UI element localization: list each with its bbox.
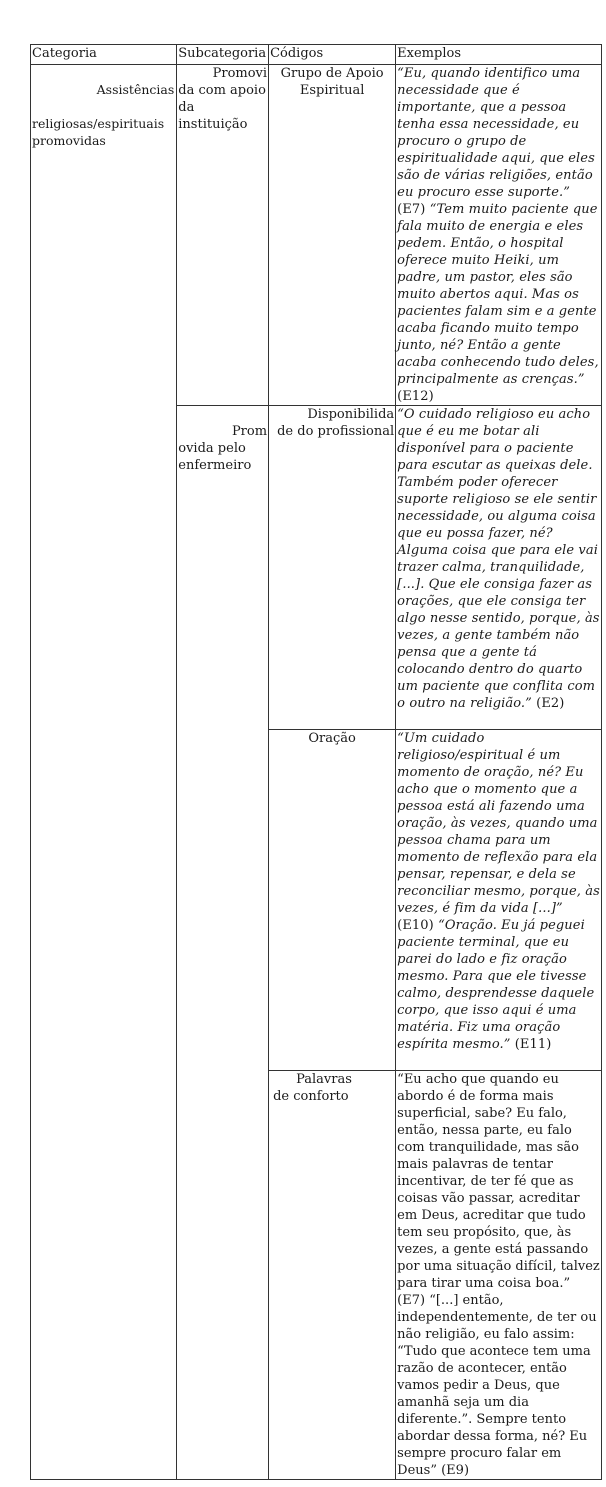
example-disponibilidade	[396, 406, 602, 730]
example-e10-tag: (E10)	[397, 918, 439, 933]
code-oracao	[269, 730, 396, 1071]
subcategory-institution-line2: da com apoio da instituição	[178, 83, 266, 132]
example-oracao	[396, 730, 602, 1071]
subcategory-institution	[177, 65, 269, 406]
header-codigos: Códigos	[269, 45, 396, 65]
example-e7-tag: (E7)	[397, 202, 426, 217]
code-disponibilidade	[269, 406, 396, 730]
example-e7-quote: “Eu, quando identifico uma necessidade que é importante, que a pessoa tenha essa necessidade, eu procuro o grupo de espiritualidade aqui, que eles são de várias religiões, então eu procuro esse suporte.”	[397, 66, 595, 200]
header-categoria: Categoria	[31, 45, 177, 65]
example-e10-quote: “Um cuidado religioso/espiritual é um momento de oração, né? Eu acho que o momento que a pessoa está ali fazendo uma oração, às vezes, quando uma pessoa chama para um momento de reflexão para ela pensar, repensar, e dela se reconciliar mesmo, porque, às vezes, é fim da vida [...]”	[397, 731, 600, 916]
subcategory-institution-line1: Promovi	[212, 66, 268, 81]
code-disponibilidade-line2: de do profissional	[277, 424, 395, 439]
example-e11-tag: (E11)	[510, 1037, 552, 1052]
category-cell	[31, 65, 177, 1480]
header-subcategoria: Subcategoria	[177, 45, 269, 65]
code-disponibilidade-line1: Disponibilida	[307, 407, 395, 422]
code-grupo-apoio	[269, 65, 396, 406]
example-e2-quote: “O cuidado religioso eu acho que é eu me botar ali disponível para o paciente para escutar as queixas dele. Também poder oferecer suporte religioso se ele sentir necessidade, ou alguma coisa que eu possa fazer, né? Alguma coisa que para ele vai trazer calma, tranquilidade, [...]. Que ele consiga fazer as orações, que ele consiga ter algo nesse sentido, porque, às vezes, a gente também não pensa que a gente tá colocando dentro do quarto um paciente que conflita com o outro na religião.”	[397, 407, 600, 711]
example-palavras-conforto	[396, 1071, 602, 1480]
example-e12-tag: (E12)	[397, 389, 434, 404]
example-e11-quote: “Oração. Eu já peguei paciente terminal, que eu parei do lado e fiz oração mesmo. Para que ele tivesse calmo, desprendesse daquele corpo, que isso aqui é uma matéria. Fiz uma oração espírita mesmo.”	[397, 918, 595, 1052]
code-palavras-line1: Palavras	[296, 1072, 352, 1087]
code-palavras-conforto	[269, 1071, 396, 1480]
example-grupo-apoio	[396, 65, 602, 406]
categories-table	[30, 44, 602, 1480]
example-e2-tag: (E2)	[531, 696, 565, 711]
code-palavras-line2: de conforto	[273, 1089, 349, 1104]
subcategory-nurse-line1: Prom	[231, 424, 268, 439]
category-line1: Assistências	[96, 82, 175, 97]
code-oracao-text: Oração	[308, 731, 356, 746]
subcategory-nurse-line2: ovida pelo enfermeiro	[178, 441, 252, 473]
code-grupo-apoio-text: Grupo de Apoio Espiritual	[280, 66, 384, 98]
table-row	[31, 65, 602, 406]
example-e12-quote: “Tem muito paciente que fala muito de energia e eles pedem. Então, o hospital oferece muito Heiki, um padre, um pastor, eles são muito abertos aqui. Mas os pacientes falam sim e a gente acaba ficando muito tempo junto, né? Então a gente acaba conhecendo tudo deles, principalmente as crenças.”	[397, 202, 599, 387]
header-row	[31, 45, 602, 65]
subcategory-nurse	[177, 406, 269, 1480]
category-line2: religiosas/espirituais promovidas	[32, 116, 165, 148]
example-e7-e9-quote: “Eu acho que quando eu abordo é de forma mais superficial, sabe? Eu falo, então, nessa parte, eu falo com tranquilidade, mas são mais palavras de tentar incentivar, de ter fé que as coisas vão passar, acreditar em Deus, acreditar que tudo tem seu propósito, que, às vezes, a gente está passando por uma situação difícil, talvez para tirar uma coisa boa.” (E7) “[...] então, independentemente, de ter ou não religião, eu falo assim: “Tudo que acontece tem uma razão de acontecer, então vamos pedir a Deus, que amanhã seja um dia diferente.”. Sempre tento abordar dessa forma, né? Eu sempre procuro falar em Deus” (E9)	[397, 1072, 600, 1478]
header-exemplos: Exemplos	[396, 45, 602, 65]
